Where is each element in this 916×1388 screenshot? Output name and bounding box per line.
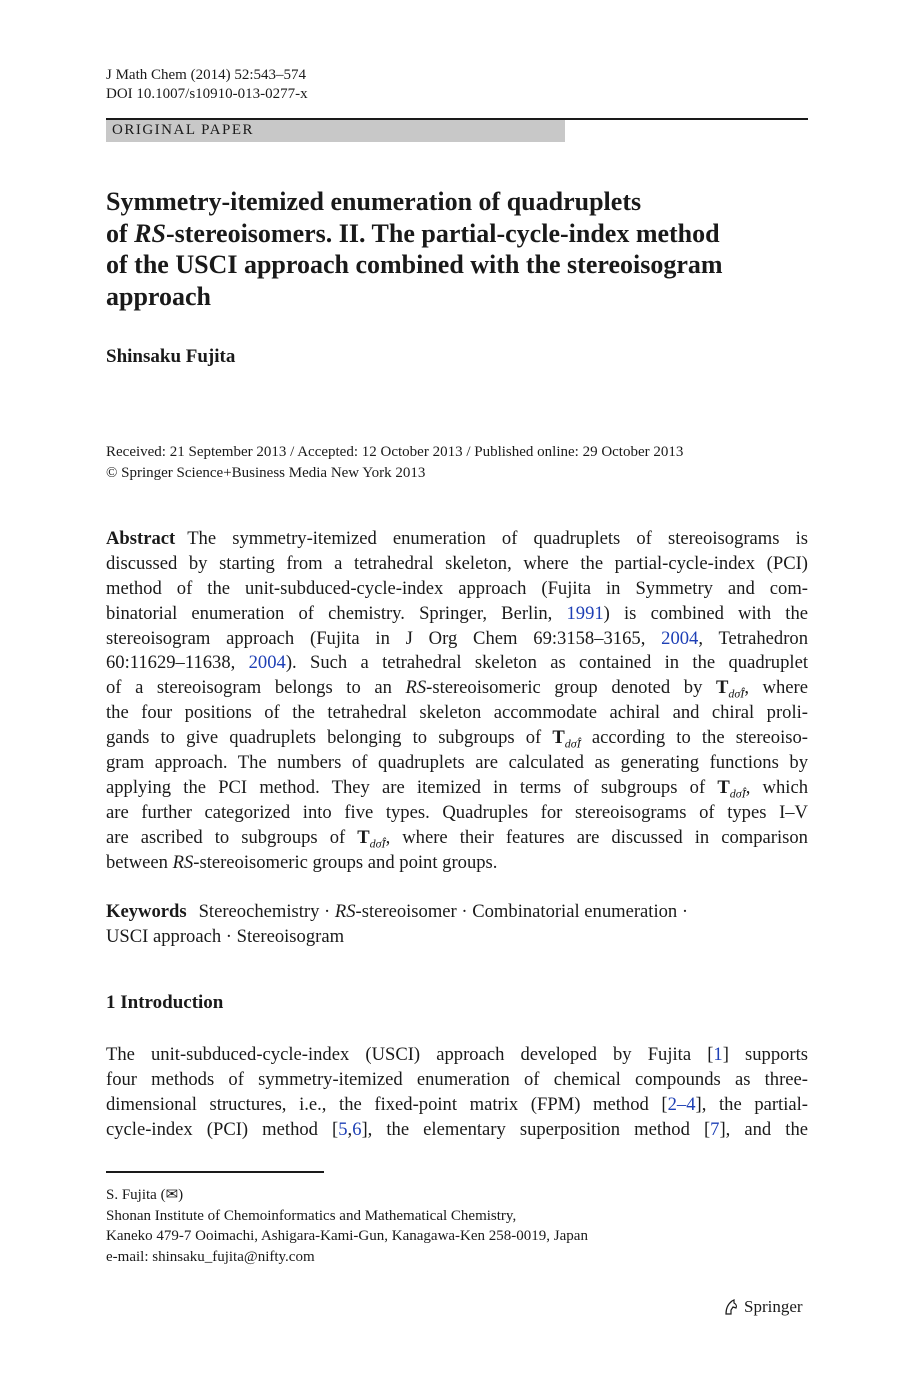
author-footnote (106, 1185, 588, 1267)
doi: DOI 10.1007/s10910-013-0277-x (106, 86, 308, 102)
title-line: of the USCI approach combined with the stereoisogram (106, 250, 723, 279)
section-heading: 1 Introduction (106, 992, 224, 1013)
abstract-line: method of the unit-subduced-cycle-index approach (Fujita in Symmetry and com- (106, 577, 808, 599)
journal-header (106, 66, 308, 104)
abstract-line: stereoisogram approach (Fujita in J Org Chem 69:3158–3165, 2004, Tetrahedron (106, 627, 809, 649)
intro-line: four methods of symmetry-itemized enumeration of chemical compounds as three- (106, 1068, 808, 1090)
abstract-line: the four positions of the tetrahedral skeleton accommodate achiral and chiral proli- (106, 702, 808, 724)
citation-link[interactable]: 2004 (248, 652, 286, 674)
abstract-line: of a stereoisogram belongs to an RS-stereoisomeric group denoted by $T_{d\sigmãÎ}$, where (106, 677, 808, 702)
keywords-line: Keywords Stereochemistry · RS-stereoisomer · Combinatorial enumeration · (106, 901, 689, 922)
intro-line: dimensional structures, i.e., the fixed-point matrix (FPM) method [2–4], the partial- (106, 1093, 809, 1115)
publisher-name: Springer (744, 1297, 803, 1316)
address: Kaneko 479-7 Ooimachi, Ashigara-Kami-Gun, Kanagawa-Ken 258-0019, Japan (106, 1228, 588, 1244)
email: e-mail: shinsaku_fujita@nifty.com (106, 1248, 315, 1265)
keywords (106, 900, 808, 950)
affiliation: Shonan Institute of Chemoinformatics and Mathematical Chemistry, (106, 1207, 517, 1224)
author-name: Shinsaku Fujita (106, 346, 236, 367)
keywords-label: Keywords (106, 901, 187, 922)
corresponding-author: S. Fujita (✉) (106, 1187, 184, 1203)
abstract-line: applying the PCI method. They are itemized in terms of subgroups of $T_{d\sigmãÎ}$, which (106, 776, 808, 801)
abstract-line: gram approach. The numbers of quadruplets are calculated as generating functions by (106, 752, 808, 774)
abstract-label: Abstract (106, 528, 176, 549)
title-line: Symmetry-itemized enumeration of quadruplets (106, 187, 642, 216)
abstract-line: binatorial enumeration of chemistry. Springer, Berlin, 1991) is combined with the (106, 602, 808, 624)
abstract-line: are ascribed to subgroups of $T_{d\sigmãÎ}$, where their features are discussed in comparison (106, 826, 808, 851)
intro-line: The unit-subduced-cycle-index (USCI) approach developed by Fujita [1] supports (106, 1044, 809, 1065)
citation-link[interactable]: 2–4 (667, 1093, 696, 1115)
citation-link[interactable]: 6 (352, 1118, 362, 1140)
group-symbol: T (357, 826, 370, 848)
intro-line: cycle-index (PCI) method [5,6], the elementary superposition method [7], and the (106, 1118, 808, 1140)
intro-paragraph (106, 1042, 808, 1142)
title-line: of RS-stereoisomers. II. The partial-cycle-index method (106, 218, 720, 248)
springer-horse-icon (722, 1298, 740, 1316)
paper-title (106, 186, 806, 312)
abstract-line: 60:11629–11638, 2004). Such a tetrahedral skeleton as contained in the quadruplet (106, 652, 808, 674)
keywords-line: USCI approach · Stereoisogram (106, 925, 345, 947)
date-history: Received: 21 September 2013 / Accepted: 12 October 2013 / Published online: 29 October 2013 (106, 444, 684, 460)
footnote-rule (106, 1171, 324, 1173)
article-category: ORIGINAL PAPER (106, 120, 565, 142)
abstract-line: are further categorized into five types. Quadruples for stereoisograms of types I–V (106, 801, 808, 823)
journal-citation: J Math Chem (2014) 52:543–574 (106, 67, 306, 83)
publisher-logo (722, 1297, 803, 1317)
abstract-line: Abstract The symmetry-itemized enumeration of quadruplets of stereoisograms is (106, 528, 808, 549)
group-symbol: T (717, 776, 730, 798)
citation-link[interactable]: 2004 (661, 627, 699, 649)
citation-link[interactable]: 7 (710, 1118, 720, 1140)
abstract-line: gands to give quadruplets belonging to subgroups of $T_{d\sigmãÎ}$ according to the stereoiso- (106, 727, 808, 751)
abstract-line: between RS-stereoisomeric groups and point groups. (106, 851, 498, 873)
publication-dates (106, 442, 683, 483)
abstract (106, 527, 808, 875)
group-symbol: T (552, 727, 565, 749)
title-line: approach (106, 281, 211, 311)
copyright: © Springer Science+Business Media New York 2013 (106, 464, 426, 481)
citation-link[interactable]: 5 (338, 1118, 348, 1140)
citation-link[interactable]: 1 (713, 1044, 723, 1065)
group-symbol: T (715, 677, 729, 699)
citation-link[interactable]: 1991 (566, 602, 604, 624)
abstract-line: discussed by starting from a tetrahedral skeleton, where the partial-cycle-index (PCI) (106, 552, 808, 574)
